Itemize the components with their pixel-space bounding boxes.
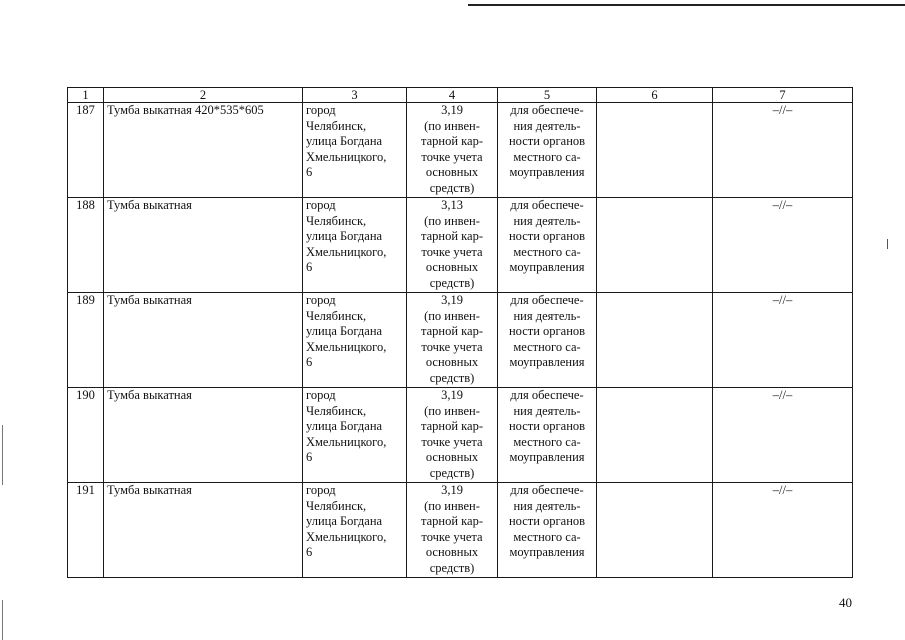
value-cell-line: средств) bbox=[429, 180, 475, 195]
purpose-cell-line: ности органов bbox=[508, 419, 586, 434]
purpose-cell-line: ния деятель- bbox=[513, 213, 581, 228]
address-cell-line: улица Богдана bbox=[306, 514, 383, 529]
address-cell-line: 6 bbox=[306, 260, 313, 275]
address-cell-line: Челябинск, bbox=[306, 403, 367, 418]
purpose-cell bbox=[498, 388, 597, 483]
table-row bbox=[68, 388, 853, 483]
address-cell-line: Хмельницкого, bbox=[306, 339, 387, 354]
address-cell-line: Хмельницкого, bbox=[306, 149, 387, 164]
address-cell-line: улица Богдана bbox=[306, 229, 383, 244]
purpose-cell-line: ния деятель- bbox=[513, 118, 581, 133]
address-cell-line: Хмельницкого, bbox=[306, 434, 387, 449]
purpose-cell-line: для обеспече- bbox=[510, 103, 584, 117]
address-cell-line: Челябинск, bbox=[306, 498, 367, 513]
item-name-cell: Тумба выкатная bbox=[104, 483, 303, 578]
value-cell-line: средств) bbox=[429, 560, 475, 575]
item-name-cell: Тумба выкатная bbox=[104, 293, 303, 388]
value-cell-line: основных bbox=[425, 450, 479, 465]
ditto-mark-cell: –//– bbox=[713, 483, 853, 578]
address-cell bbox=[303, 198, 407, 293]
address-cell-line: 6 bbox=[306, 355, 313, 370]
column-header: 6 bbox=[597, 88, 713, 103]
purpose-cell bbox=[498, 293, 597, 388]
value-cell-line: точке учета bbox=[421, 244, 483, 259]
value-cell-line: 3,19 bbox=[441, 483, 463, 497]
ditto-mark-cell: –//– bbox=[713, 388, 853, 483]
address-cell-line: Хмельницкого, bbox=[306, 244, 387, 259]
item-name-cell: Тумба выкатная bbox=[104, 388, 303, 483]
item-name-cell: Тумба выкатная bbox=[104, 198, 303, 293]
column-header: 2 bbox=[104, 88, 303, 103]
ditto-mark-cell: –//– bbox=[713, 293, 853, 388]
inventory-table bbox=[67, 87, 853, 578]
value-cell-line: основных bbox=[425, 355, 479, 370]
value-cell-line: 3,19 bbox=[441, 388, 463, 402]
address-cell-line: улица Богдана bbox=[306, 419, 383, 434]
address-cell bbox=[303, 293, 407, 388]
value-cell-line: (по инвен- bbox=[424, 403, 480, 418]
purpose-cell-line: местного са- bbox=[513, 529, 581, 544]
column-6-cell bbox=[597, 483, 713, 578]
address-cell-line: Челябинск, bbox=[306, 118, 367, 133]
table-row bbox=[68, 198, 853, 293]
purpose-cell-line: ния деятель- bbox=[513, 308, 581, 323]
purpose-cell-line: моуправления bbox=[509, 165, 585, 180]
column-header: 3 bbox=[303, 88, 407, 103]
value-cell-line: точке учета bbox=[421, 339, 483, 354]
address-cell-line: город bbox=[306, 483, 336, 497]
address-cell-line: город bbox=[306, 388, 336, 402]
table-header-row bbox=[68, 88, 853, 103]
purpose-cell-line: местного са- bbox=[513, 339, 581, 354]
item-name-cell: Тумба выкатная 420*535*605 bbox=[104, 103, 303, 198]
purpose-cell-line: ности органов bbox=[508, 229, 586, 244]
page-number: 40 bbox=[839, 595, 852, 610]
purpose-cell-line: для обеспече- bbox=[510, 483, 584, 497]
value-cell-line: 3,19 bbox=[441, 293, 463, 307]
column-header: 1 bbox=[68, 88, 104, 103]
column-6-cell bbox=[597, 198, 713, 293]
value-cell bbox=[407, 483, 498, 578]
value-cell-line: тарной кар- bbox=[420, 514, 483, 529]
scan-edge-mark bbox=[2, 600, 3, 640]
address-cell-line: город bbox=[306, 103, 336, 117]
address-cell-line: Челябинск, bbox=[306, 213, 367, 228]
address-cell bbox=[303, 103, 407, 198]
value-cell-line: средств) bbox=[429, 275, 475, 290]
value-cell-line: (по инвен- bbox=[424, 213, 480, 228]
address-cell bbox=[303, 388, 407, 483]
purpose-cell-line: ния деятель- bbox=[513, 403, 581, 418]
table-row bbox=[68, 103, 853, 198]
address-cell-line: город bbox=[306, 198, 336, 212]
address-cell-line: Челябинск, bbox=[306, 308, 367, 323]
row-number-cell: 188 bbox=[68, 198, 104, 293]
purpose-cell-line: для обеспече- bbox=[510, 293, 584, 307]
value-cell-line: основных bbox=[425, 165, 479, 180]
value-cell-line: тарной кар- bbox=[420, 419, 483, 434]
purpose-cell bbox=[498, 198, 597, 293]
purpose-cell-line: местного са- bbox=[513, 149, 581, 164]
row-number-cell: 189 bbox=[68, 293, 104, 388]
column-6-cell bbox=[597, 388, 713, 483]
row-number-cell: 190 bbox=[68, 388, 104, 483]
purpose-cell-line: для обеспече- bbox=[510, 388, 584, 402]
value-cell-line: основных bbox=[425, 545, 479, 560]
column-6-cell bbox=[597, 293, 713, 388]
value-cell-line: тарной кар- bbox=[420, 134, 483, 149]
value-cell bbox=[407, 103, 498, 198]
value-cell-line: точке учета bbox=[421, 434, 483, 449]
scan-border-line bbox=[468, 4, 905, 6]
purpose-cell-line: ности органов bbox=[508, 324, 586, 339]
row-number-cell: 187 bbox=[68, 103, 104, 198]
purpose-cell-line: для обеспече- bbox=[510, 198, 584, 212]
ditto-mark-cell: –//– bbox=[713, 103, 853, 198]
purpose-cell-line: ности органов bbox=[508, 514, 586, 529]
value-cell-line: 3,13 bbox=[441, 198, 463, 212]
purpose-cell bbox=[498, 483, 597, 578]
address-cell-line: 6 bbox=[306, 165, 313, 180]
purpose-cell-line: моуправления bbox=[509, 260, 585, 275]
address-cell-line: Хмельницкого, bbox=[306, 529, 387, 544]
table-row bbox=[68, 293, 853, 388]
value-cell-line: 3,19 bbox=[441, 103, 463, 117]
address-cell-line: 6 bbox=[306, 450, 313, 465]
value-cell-line: точке учета bbox=[421, 149, 483, 164]
value-cell-line: (по инвен- bbox=[424, 118, 480, 133]
column-6-cell bbox=[597, 103, 713, 198]
value-cell-line: тарной кар- bbox=[420, 229, 483, 244]
value-cell-line: средств) bbox=[429, 370, 475, 385]
column-header: 4 bbox=[407, 88, 498, 103]
purpose-cell-line: моуправления bbox=[509, 545, 585, 560]
table-row bbox=[68, 483, 853, 578]
scan-edge-mark bbox=[2, 425, 3, 485]
column-header: 7 bbox=[713, 88, 853, 103]
value-cell-line: средств) bbox=[429, 465, 475, 480]
value-cell-line: точке учета bbox=[421, 529, 483, 544]
purpose-cell-line: ния деятель- bbox=[513, 498, 581, 513]
purpose-cell-line: моуправления bbox=[509, 450, 585, 465]
value-cell-line: (по инвен- bbox=[424, 498, 480, 513]
address-cell-line: город bbox=[306, 293, 336, 307]
address-cell-line: улица Богдана bbox=[306, 324, 383, 339]
value-cell bbox=[407, 388, 498, 483]
address-cell-line: улица Богдана bbox=[306, 134, 383, 149]
address-cell-line: 6 bbox=[306, 545, 313, 560]
purpose-cell bbox=[498, 103, 597, 198]
ditto-mark-cell: –//– bbox=[713, 198, 853, 293]
value-cell bbox=[407, 293, 498, 388]
value-cell-line: (по инвен- bbox=[424, 308, 480, 323]
row-number-cell: 191 bbox=[68, 483, 104, 578]
column-header: 5 bbox=[498, 88, 597, 103]
scan-artifact-mark bbox=[887, 239, 888, 249]
purpose-cell-line: местного са- bbox=[513, 434, 581, 449]
value-cell-line: основных bbox=[425, 260, 479, 275]
address-cell bbox=[303, 483, 407, 578]
purpose-cell-line: моуправления bbox=[509, 355, 585, 370]
value-cell bbox=[407, 198, 498, 293]
purpose-cell-line: местного са- bbox=[513, 244, 581, 259]
purpose-cell-line: ности органов bbox=[508, 134, 586, 149]
value-cell-line: тарной кар- bbox=[420, 324, 483, 339]
